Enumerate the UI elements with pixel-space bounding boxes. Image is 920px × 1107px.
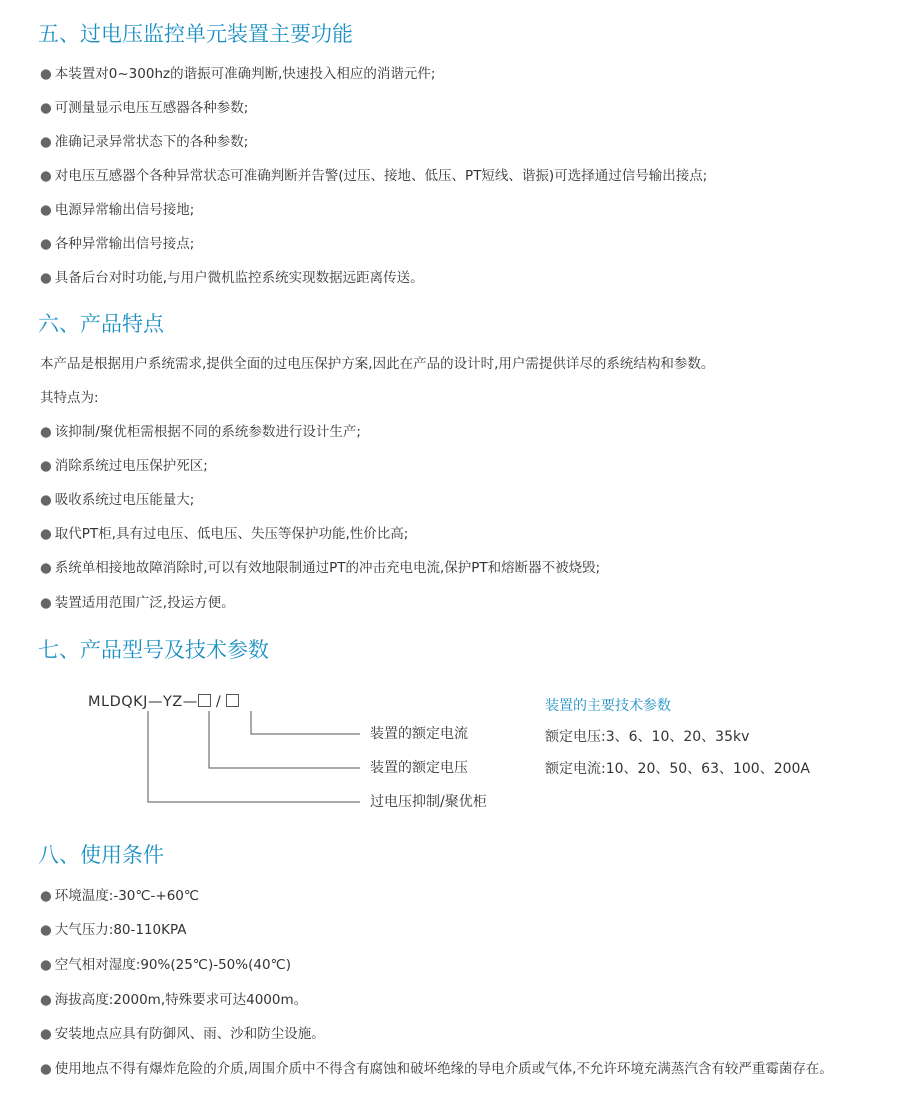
label-rated-current: 装置的额定电流 (370, 726, 468, 742)
bullet-icon: ● (40, 1061, 52, 1077)
list-item: ● 空气相对湿度:90%(25℃)-50%(40℃) (40, 957, 291, 973)
list-item: ● 系统单相接地故障消除时,可以有效地限制通过PT的冲击充电电流,保护PT和熔断器不被烧毁; (40, 560, 601, 576)
label-rated-voltage: 装置的额定电压 (370, 760, 468, 776)
list-item: ● 海拔高度:2000m,特殊要求可达4000m。 (40, 992, 308, 1008)
section-5-heading: 五、过电压监控单元装置主要功能 (38, 22, 353, 46)
bullet-icon: ● (40, 992, 52, 1008)
section-6-intro: 本产品是根据用户系统需求,提供全面的过电压保护方案,因此在产品的设计时,用户需提供详尽的系统结构和参数。 (40, 356, 715, 372)
bullet-icon: ● (40, 922, 52, 938)
section-7-heading: 七、产品型号及技术参数 (38, 638, 269, 662)
spec-voltage: 额定电压:3、6、10、20、35kv (545, 729, 750, 745)
list-item: ● 大气压力:80-110KPA (40, 922, 187, 938)
list-item: ● 取代PT柜,具有过电压、低电压、失压等保护功能,性价比高; (40, 526, 409, 542)
list-item: ● 各种异常输出信号接点; (40, 236, 195, 252)
bullet-icon: ● (40, 134, 52, 150)
list-item: ● 具备后台对时功能,与用户微机监控系统实现数据远距离传送。 (40, 270, 424, 286)
list-item: ● 装置适用范围广泛,投运方便。 (40, 595, 235, 611)
list-item: ● 对电压互感器个各种异常状态可准确判断并告警(过压、接地、低压、PT短线、谐振)可选择通过信号输出接点; (40, 168, 708, 184)
spec-title: 装置的主要技术参数 (545, 698, 671, 714)
list-item: ● 本装置对0~300hz的谐振可准确判断,快速投入相应的消谐元件; (40, 66, 436, 82)
bullet-icon: ● (40, 168, 52, 184)
list-item: ● 使用地点不得有爆炸危险的介质,周围介质中不得含有腐蚀和破坏绝缘的导电介质或气体,不允许环境充满蒸汽含有较严重霉菌存在。 (40, 1061, 833, 1077)
bullet-icon: ● (40, 957, 52, 973)
bullet-icon: ● (40, 202, 52, 218)
bullet-icon: ● (40, 424, 52, 440)
section-6-sub: 其特点为: (40, 390, 99, 406)
list-item: ● 可测量显示电压互感器各种参数; (40, 100, 249, 116)
list-item: ● 该抑制/聚优柜需根据不同的系统参数进行设计生产; (40, 424, 361, 440)
bullet-icon: ● (40, 100, 52, 116)
bullet-icon: ● (40, 270, 52, 286)
label-cabinet: 过电压抑制/聚优柜 (370, 794, 487, 810)
list-item: ● 电源异常输出信号接地; (40, 202, 195, 218)
list-item: ● 消除系统过电压保护死区; (40, 458, 208, 474)
list-item: ● 准确记录异常状态下的各种参数; (40, 134, 249, 150)
list-item: ● 安装地点应具有防御风、雨、沙和防尘设施。 (40, 1026, 325, 1042)
bullet-icon: ● (40, 1026, 52, 1042)
spec-current: 额定电流:10、20、50、63、100、200A (545, 761, 810, 777)
list-item: ● 环境温度:-30℃-+60℃ (40, 888, 200, 904)
bullet-icon: ● (40, 66, 52, 82)
section-8-heading: 八、使用条件 (38, 843, 164, 867)
bullet-icon: ● (40, 595, 52, 611)
bullet-icon: ● (40, 492, 52, 508)
list-item: ● 吸收系统过电压能量大; (40, 492, 195, 508)
model-code: MLDQKJ—YZ— / (88, 694, 239, 710)
section-6-heading: 六、产品特点 (38, 312, 164, 336)
bullet-icon: ● (40, 526, 52, 542)
bullet-icon: ● (40, 888, 52, 904)
bullet-icon: ● (40, 458, 52, 474)
bullet-icon: ● (40, 236, 52, 252)
bullet-icon: ● (40, 560, 52, 576)
